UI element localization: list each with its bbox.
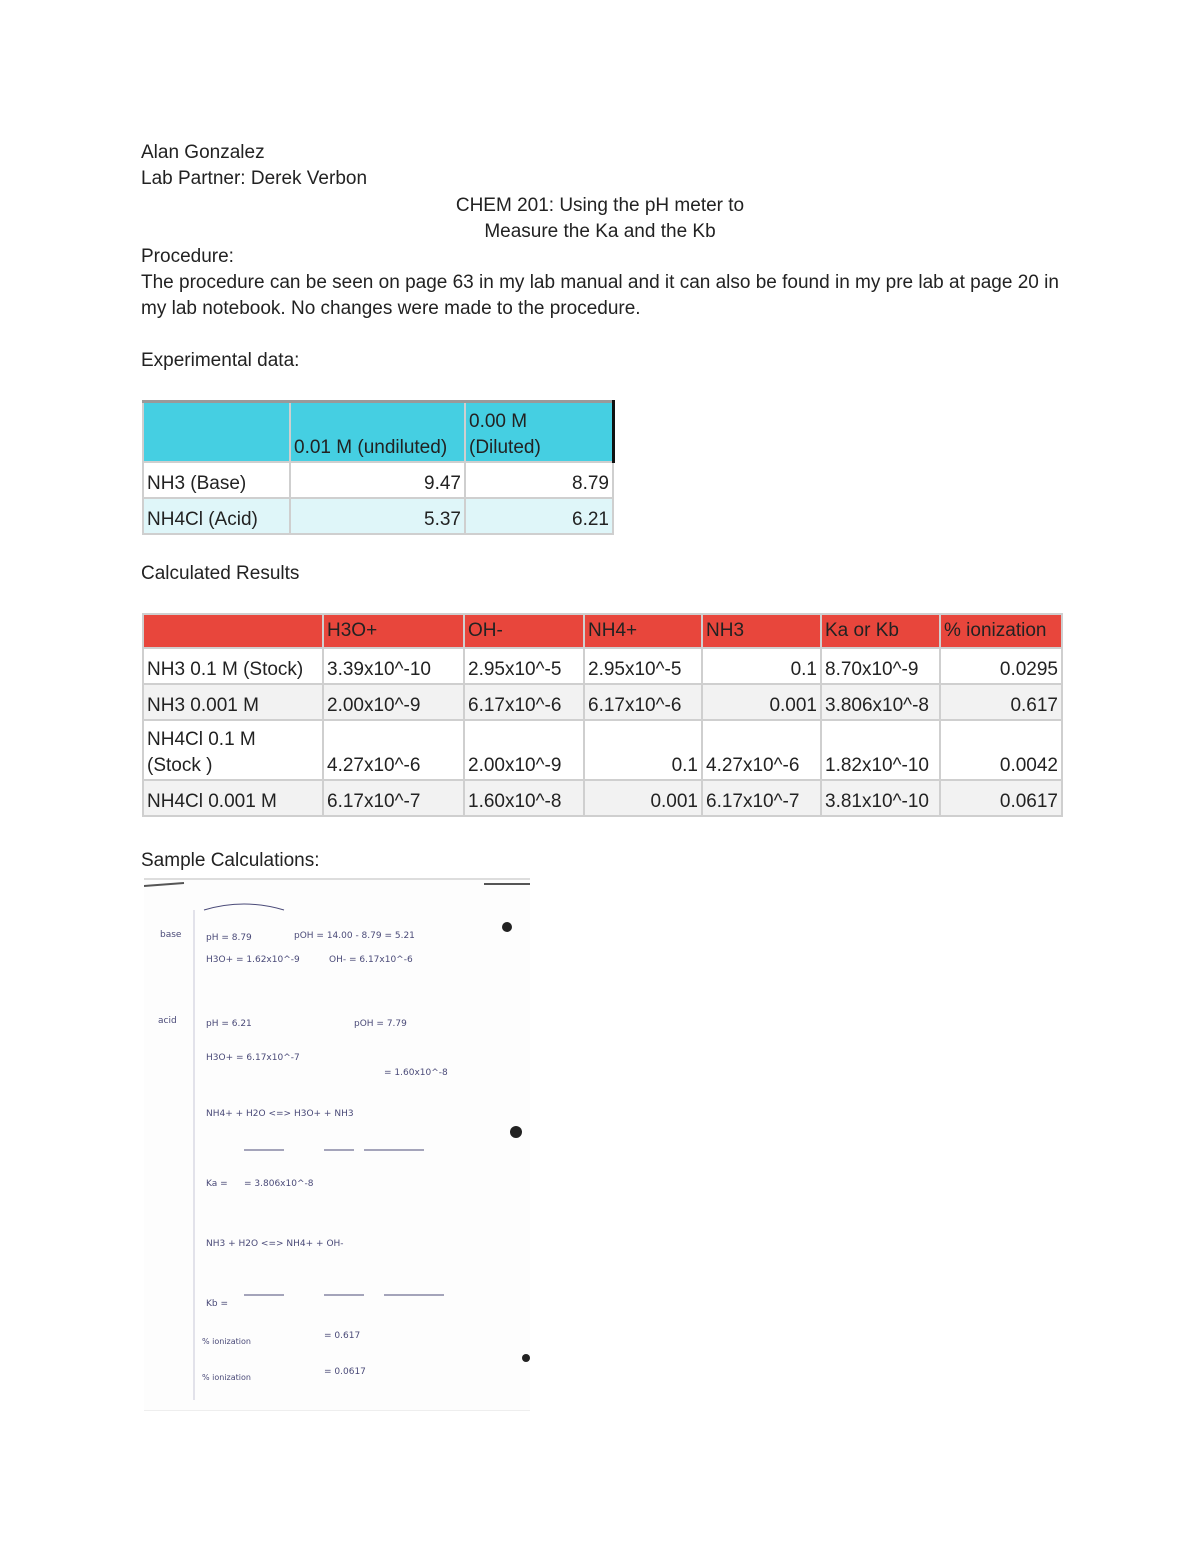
table-cell: 0.617	[940, 684, 1062, 720]
experimental-heading: Experimental data:	[141, 350, 300, 371]
header-cell	[465, 402, 613, 463]
table-row	[143, 720, 1062, 780]
calculated-results-table	[142, 613, 1063, 817]
table-cell: 0.001	[702, 684, 821, 720]
hw-text: pH = 8.79	[206, 933, 252, 943]
hw-label: base	[160, 930, 182, 940]
header-cell-empty	[143, 614, 323, 648]
hw-text: NH3 + H2O <=> NH4+ + OH-	[206, 1239, 344, 1249]
table-header-row	[143, 614, 1062, 648]
table-cell: 1.82x10^-10	[821, 720, 940, 780]
header-cell: 0.01 M (undiluted)	[290, 402, 465, 463]
table-cell: 4.27x10^-6	[323, 720, 464, 780]
row-label: NH3 0.1 M (Stock)	[143, 648, 323, 684]
row-label: NH4Cl 0.001 M	[143, 780, 323, 816]
calculated-heading: Calculated Results	[141, 563, 300, 584]
hw-text: H3O+ = 1.62x10^-9	[206, 955, 300, 965]
hw-text: pOH = 7.79	[354, 1019, 407, 1029]
hw-text: = 0.0617	[324, 1367, 366, 1377]
hw-text: Ka =	[206, 1179, 228, 1189]
header-cell-line: (Diluted)	[469, 437, 541, 458]
table-cell: 2.00x10^-9	[464, 720, 584, 780]
table-cell: 3.39x10^-10	[323, 648, 464, 684]
table-cell: 2.95x10^-5	[464, 648, 584, 684]
table-cell: 9.47	[290, 462, 465, 498]
header-cell: OH-	[464, 614, 584, 648]
table-cell: 0.1	[584, 720, 702, 780]
table-cell: 5.37	[290, 498, 465, 534]
table-row	[143, 684, 1062, 720]
table-cell: 3.81x10^-10	[821, 780, 940, 816]
table-cell: 2.00x10^-9	[323, 684, 464, 720]
table-cell: 6.21	[465, 498, 613, 534]
hw-text: OH- = 6.17x10^-6	[329, 955, 413, 965]
title-line-1: CHEM 201: Using the pH meter to	[455, 195, 745, 216]
table-cell: 0.0042	[940, 720, 1062, 780]
table-cell: 0.0617	[940, 780, 1062, 816]
table-cell: 8.70x10^-9	[821, 648, 940, 684]
header-cell: NH4+	[584, 614, 702, 648]
sample-heading: Sample Calculations:	[141, 850, 320, 871]
table-cell: 6.17x10^-6	[584, 684, 702, 720]
hw-text: % ionization	[202, 1337, 251, 1346]
table-cell: 3.806x10^-8	[821, 684, 940, 720]
hw-text: H3O+ = 6.17x10^-7	[206, 1053, 300, 1063]
table-cell: 2.95x10^-5	[584, 648, 702, 684]
table-cell: 0.1	[702, 648, 821, 684]
author-name: Alan Gonzalez	[141, 142, 265, 163]
sample-calculations-scan	[144, 878, 530, 1411]
hw-label: acid	[158, 1016, 177, 1026]
hw-text: = 3.806x10^-8	[244, 1179, 314, 1189]
row-label: NH3 0.001 M	[143, 684, 323, 720]
table-cell: 0.001	[584, 780, 702, 816]
header-cell: % ionization	[940, 614, 1062, 648]
handwritten-notes-image	[144, 880, 530, 1410]
punch-hole	[502, 922, 512, 932]
hw-text: pH = 6.21	[206, 1019, 252, 1029]
table-row	[143, 648, 1062, 684]
table-cell: 1.60x10^-8	[464, 780, 584, 816]
header-cell-empty	[143, 402, 290, 463]
punch-hole	[510, 1126, 522, 1138]
header-cell: Ka or Kb	[821, 614, 940, 648]
row-label-line: NH4Cl 0.1 M	[147, 729, 256, 750]
table-cell: 6.17x10^-6	[464, 684, 584, 720]
hw-text: NH4+ + H2O <=> H3O+ + NH3	[206, 1109, 354, 1119]
procedure-heading: Procedure:	[141, 246, 234, 267]
table-row	[143, 498, 613, 534]
hw-text: = 0.617	[324, 1331, 361, 1341]
header-cell: NH3	[702, 614, 821, 648]
header-cell: H3O+	[323, 614, 464, 648]
punch-hole	[522, 1354, 530, 1362]
lab-partner: Lab Partner: Derek Verbon	[141, 168, 368, 189]
table-cell: 8.79	[465, 462, 613, 498]
table-cell: 6.17x10^-7	[323, 780, 464, 816]
table-row	[143, 780, 1062, 816]
hw-text: % ionization	[202, 1373, 251, 1382]
table-cell: 6.17x10^-7	[702, 780, 821, 816]
table-cell: 0.0295	[940, 648, 1062, 684]
hw-text: = 1.60x10^-8	[384, 1068, 448, 1078]
table-row	[143, 462, 613, 498]
experimental-data-table	[142, 400, 615, 535]
table-cell: 4.27x10^-6	[702, 720, 821, 780]
hw-text: pOH = 14.00 - 8.79 = 5.21	[294, 931, 415, 941]
hw-text: Kb =	[206, 1299, 229, 1309]
table-header-row	[143, 402, 613, 463]
header-cell-line: 0.00 M	[469, 411, 528, 432]
procedure-text: The procedure can be seen on page 63 in my lab manual and it can also be found in my pre lab at page 20 in my lab notebook. No changes were made to the procedure.	[141, 272, 1059, 319]
row-label-line: (Stock )	[147, 755, 213, 776]
row-label: NH3 (Base)	[143, 462, 290, 498]
title-line-2: Measure the Ka and the Kb	[484, 221, 716, 242]
row-label	[143, 720, 323, 780]
row-label: NH4Cl (Acid)	[143, 498, 290, 534]
